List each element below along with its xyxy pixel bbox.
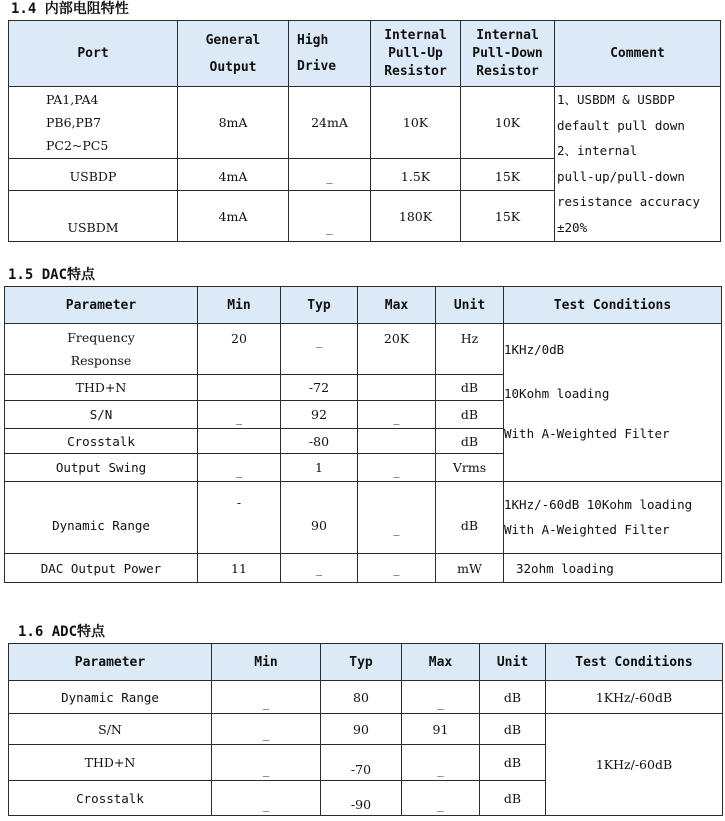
- min-cell: _: [212, 745, 321, 781]
- header-general-output: General Output: [178, 21, 289, 87]
- min-cell: 20: [198, 324, 281, 375]
- parameter-cell: Frequency Response: [5, 324, 198, 375]
- header-unit: Unit: [436, 287, 504, 324]
- min-cell: [198, 375, 281, 401]
- dac-table: [4, 286, 722, 583]
- unit-cell: dB: [480, 681, 546, 714]
- max-cell: _: [402, 745, 480, 781]
- min-cell: _: [198, 401, 281, 429]
- header-test-conditions: Test Conditions: [504, 287, 722, 324]
- pull-up-cell: 1.5K: [371, 159, 461, 191]
- table-row: [9, 714, 723, 745]
- max-cell: _: [358, 401, 436, 429]
- parameter-cell: THD+N: [5, 375, 198, 401]
- header-pull-down: Internal Pull-Down Resistor: [461, 21, 555, 87]
- conditions-cell: 1KHz/-60dB: [546, 681, 723, 714]
- section-title-internal-resistance: 1.4 内部电阻特性: [11, 1, 129, 17]
- section-title-adc: 1.6 ADC特点: [18, 624, 106, 640]
- typ-cell: -80: [281, 429, 358, 454]
- general-output-cell: 8mA: [178, 87, 289, 159]
- section-title-dac: 1.5 DAC特点: [8, 267, 96, 283]
- max-cell: _: [358, 554, 436, 583]
- adc-table: [8, 643, 723, 816]
- typ-cell: 90: [281, 482, 358, 554]
- typ-cell: 90: [321, 714, 402, 745]
- internal-resistance-table: [8, 20, 721, 242]
- header-typ: Typ: [281, 287, 358, 324]
- pull-up-cell: 180K: [371, 191, 461, 242]
- typ-cell: 1: [281, 454, 358, 482]
- max-cell: 20K: [358, 324, 436, 375]
- max-cell: [358, 429, 436, 454]
- table-row: [5, 554, 722, 583]
- parameter-cell: Dynamic Range: [9, 681, 212, 714]
- unit-cell: Hz: [436, 324, 504, 375]
- port-cell: PA1,PA4 PB6,PB7 PC2~PC5: [9, 87, 178, 159]
- typ-cell: 80: [321, 681, 402, 714]
- table-row: [9, 681, 723, 714]
- conditions-cell: 1KHz/-60dB: [546, 714, 723, 816]
- table-row: [5, 482, 722, 554]
- header-pull-up: Internal Pull-Up Resistor: [371, 21, 461, 87]
- conditions-cell: 32ohm loading: [504, 554, 722, 583]
- typ-cell: 92: [281, 401, 358, 429]
- min-cell: _: [212, 781, 321, 816]
- header-parameter: Parameter: [5, 287, 198, 324]
- pull-down-cell: 10K: [461, 87, 555, 159]
- max-cell: _: [402, 681, 480, 714]
- pull-down-cell: 15K: [461, 159, 555, 191]
- header-max: Max: [358, 287, 436, 324]
- conditions-cell: 1KHz/0dB 10Kohm loading With A-Weighted Filter: [504, 324, 722, 482]
- header-typ: Typ: [321, 644, 402, 681]
- header-parameter: Parameter: [9, 644, 212, 681]
- table-row: [9, 87, 721, 159]
- min-cell: [198, 429, 281, 454]
- table-row: [5, 324, 722, 375]
- pull-down-cell: 15K: [461, 191, 555, 242]
- typ-cell: _: [281, 324, 358, 375]
- unit-cell: dB: [436, 482, 504, 554]
- parameter-cell: S/N: [9, 714, 212, 745]
- high-drive-cell: _: [289, 191, 371, 242]
- parameter-cell: Crosstalk: [9, 781, 212, 816]
- header-port: Port: [9, 21, 178, 87]
- parameter-cell: THD+N: [9, 745, 212, 781]
- header-high-drive: High Drive: [289, 21, 371, 87]
- high-drive-cell: 24mA: [289, 87, 371, 159]
- general-output-cell: 4mA: [178, 159, 289, 191]
- typ-cell: -70: [321, 745, 402, 781]
- unit-cell: dB: [436, 401, 504, 429]
- parameter-cell: S/N: [5, 401, 198, 429]
- header-unit: Unit: [480, 644, 546, 681]
- max-cell: [358, 375, 436, 401]
- comment-cell: 1、USBDM & USBDP default pull down 2、internal pull-up/pull-down resistance accuracy ±20%: [555, 87, 721, 242]
- header-comment: Comment: [555, 21, 721, 87]
- parameter-cell: Output Swing: [5, 454, 198, 482]
- unit-cell: dB: [436, 375, 504, 401]
- header-min: Min: [198, 287, 281, 324]
- parameter-cell: DAC Output Power: [5, 554, 198, 583]
- port-cell: USBDP: [9, 159, 178, 191]
- pull-up-cell: 10K: [371, 87, 461, 159]
- general-output-cell: 4mA: [178, 191, 289, 242]
- max-cell: _: [402, 781, 480, 816]
- unit-cell: Vrms: [436, 454, 504, 482]
- header-test-conditions: Test Conditions: [546, 644, 723, 681]
- typ-cell: -90: [321, 781, 402, 816]
- min-cell: _: [212, 714, 321, 745]
- typ-cell: -72: [281, 375, 358, 401]
- min-cell: 11: [198, 554, 281, 583]
- header-max: Max: [402, 644, 480, 681]
- max-cell: _: [358, 482, 436, 554]
- unit-cell: mW: [436, 554, 504, 583]
- min-cell: _: [198, 454, 281, 482]
- parameter-cell: Crosstalk: [5, 429, 198, 454]
- port-cell: USBDM: [9, 191, 178, 242]
- typ-cell: _: [281, 554, 358, 583]
- max-cell: 91: [402, 714, 480, 745]
- header-min: Min: [212, 644, 321, 681]
- unit-cell: dB: [480, 781, 546, 816]
- parameter-cell: Dynamic Range: [5, 482, 198, 554]
- high-drive-cell: _: [289, 159, 371, 191]
- unit-cell: dB: [436, 429, 504, 454]
- unit-cell: dB: [480, 714, 546, 745]
- unit-cell: dB: [480, 745, 546, 781]
- min-cell: -: [198, 482, 281, 554]
- conditions-cell: 1KHz/-60dB 10Kohm loading With A-Weighted Filter: [504, 482, 722, 554]
- max-cell: _: [358, 454, 436, 482]
- min-cell: _: [212, 681, 321, 714]
